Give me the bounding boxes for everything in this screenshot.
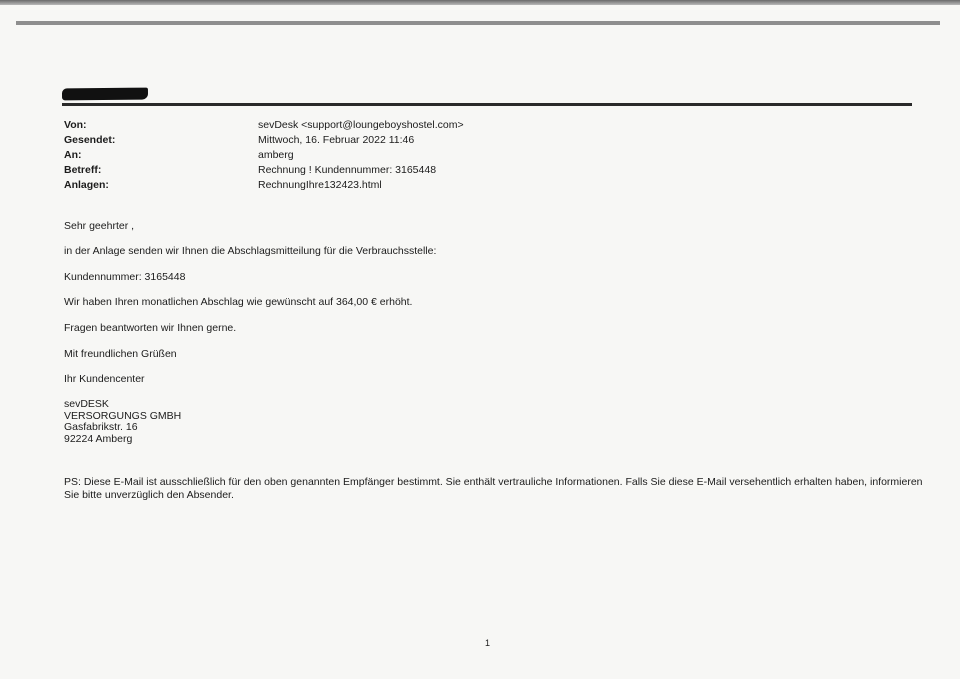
attachments-label: Anlagen: bbox=[64, 179, 109, 191]
subject-label: Betreff: bbox=[64, 164, 102, 176]
closing: Mit freundlichen Grüßen bbox=[64, 348, 177, 360]
ps-disclaimer: PS: Diese E-Mail ist ausschließlich für den oben genannten Empfänger bestimmt. Sie enthält vertrauliche Informationen. Falls Sie diese E-Mail versehentlich erhalten haben, informieren Sie bitte unverzüglich den Absender. bbox=[64, 476, 923, 501]
from-value: sevDesk <support@loungeboyshostel.com> bbox=[258, 119, 464, 131]
from-label: Von: bbox=[64, 119, 87, 131]
address-line: 92224 Amberg bbox=[64, 432, 133, 445]
customer-number: Kundennummer: 3165448 bbox=[64, 271, 186, 283]
address-line: Gasfabrikstr. 16 bbox=[64, 421, 138, 433]
subject-value: Rechnung ! Kundennummer: 3165448 bbox=[258, 164, 437, 176]
body-line-installment: Wir haben Ihren monatlichen Abschlag wie gewünscht auf 364,00 € erhöht. bbox=[64, 296, 413, 308]
sent-label: Gesendet: bbox=[64, 134, 116, 146]
to-label: An: bbox=[64, 149, 82, 161]
to-value: amberg bbox=[258, 149, 294, 161]
body-line-questions: Fragen beantworten wir Ihnen gerne. bbox=[64, 322, 237, 334]
address-line: VERSORGUNGS GMBH bbox=[64, 409, 182, 422]
body-line-attachment: in der Anlage senden wir Ihnen die Abschlagsmitteilung für die Verbrauchsstelle: bbox=[64, 245, 437, 257]
greeting: Sehr geehrter , bbox=[64, 220, 135, 232]
scan-top-rule bbox=[16, 21, 940, 25]
attachment-filename: RechnungIhre132423.html bbox=[258, 179, 382, 191]
page-number: 1 bbox=[485, 638, 491, 648]
sent-value: Mittwoch, 16. Februar 2022 11:46 bbox=[258, 134, 415, 146]
scan-top-edge bbox=[0, 0, 960, 5]
sender-address bbox=[64, 399, 181, 445]
signature: Ihr Kundencenter bbox=[64, 373, 145, 385]
address-line: sevDESK bbox=[64, 398, 109, 410]
redacted-sender-name bbox=[62, 88, 148, 101]
header-divider bbox=[62, 103, 912, 106]
